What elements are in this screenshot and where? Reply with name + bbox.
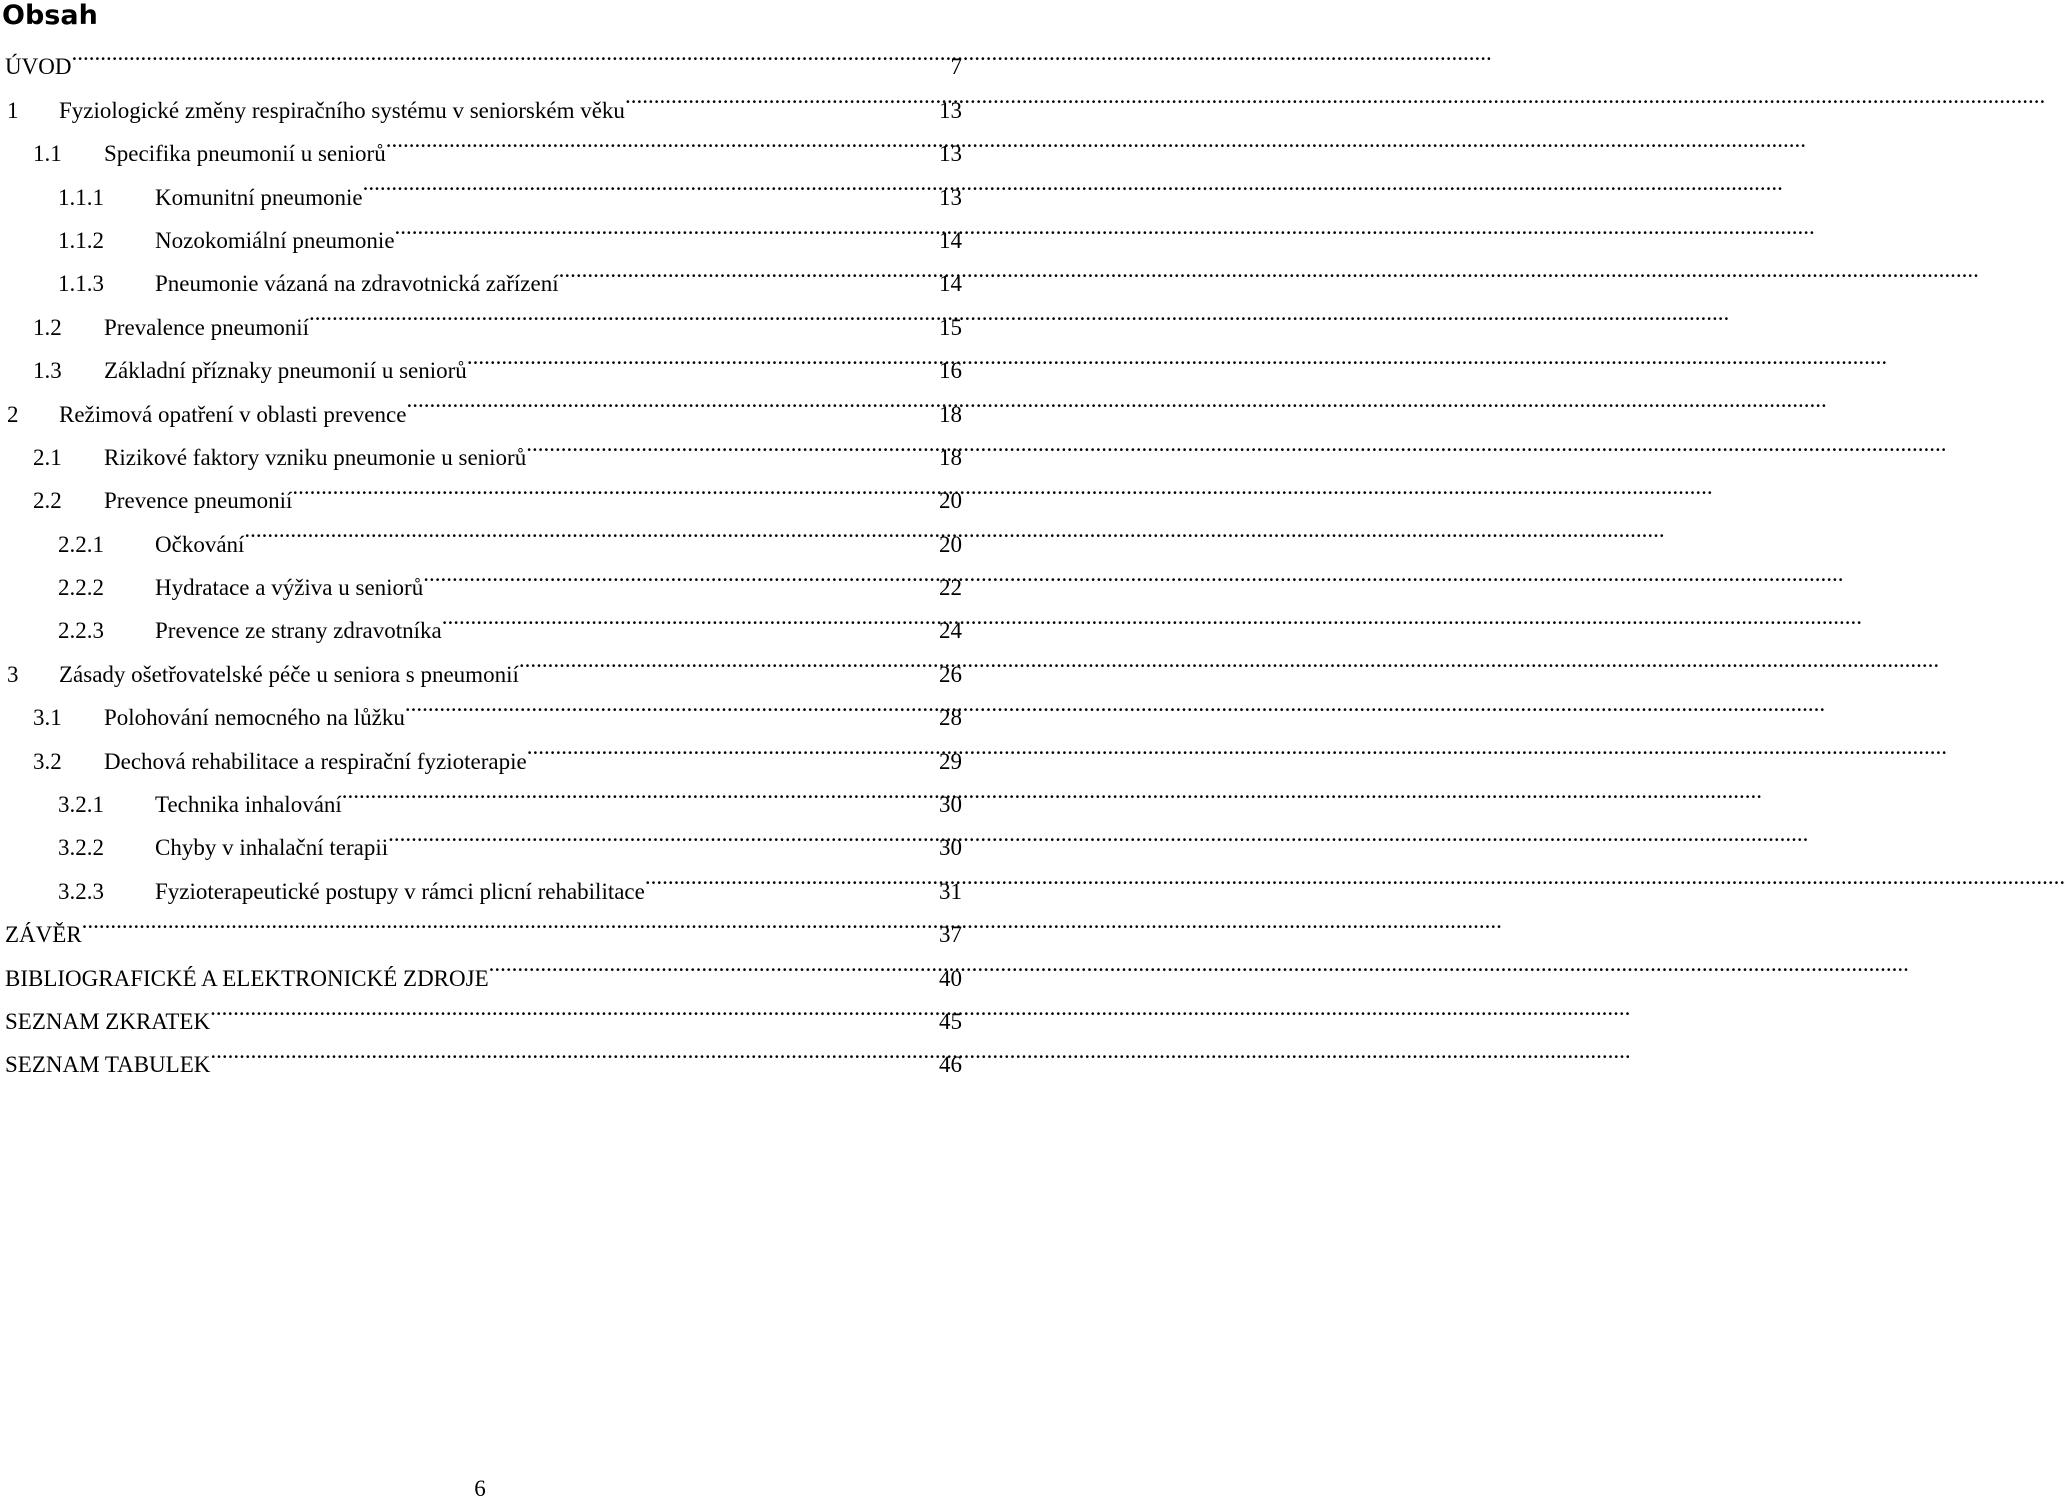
toc-entry-title: Dechová rehabilitace a respirační fyzioterapie (104, 748, 527, 774)
toc-entry-number: 3.1 (33, 705, 62, 731)
dot-leader (519, 638, 938, 681)
toc-entry-page: 20 (939, 488, 962, 514)
toc-entry[interactable] (0, 899, 962, 948)
dot-leader (405, 682, 938, 725)
toc-entry[interactable] (0, 31, 962, 80)
toc-entry-number: 2.2.3 (58, 618, 104, 644)
toc-entry-title: Zásady ošetřovatelské péče u seniora s pneumonií (59, 661, 519, 687)
toc-entry[interactable] (0, 986, 962, 1034)
dot-leader (395, 205, 938, 248)
toc-entry-title: Prevence pneumonií (104, 488, 293, 514)
dot-leader (71, 31, 949, 74)
toc-entry-title: Fyzioterapeutické postupy v rámci plicní rehabilitace (155, 878, 645, 904)
toc-entry-title: Polohování nemocného na lůžku (104, 705, 405, 731)
toc-entry-title: Chyby v inhalační terapii (155, 835, 389, 861)
toc-entry-page: 16 (939, 358, 962, 384)
toc-entry-title: Fyziologické změny respiračního systému v seniorském věku (59, 97, 625, 123)
toc-entry-page: 30 (939, 792, 962, 818)
dot-leader (467, 335, 938, 378)
toc-entry-title: BIBLIOGRAFICKÉ A ELEKTRONICKÉ ZDROJE (5, 965, 489, 991)
toc-entry-page: 7 (950, 54, 962, 80)
toc-entry[interactable] (0, 378, 962, 427)
toc-entry[interactable] (0, 422, 962, 470)
dot-leader (489, 942, 938, 985)
table-of-contents (0, 31, 962, 1078)
toc-entry[interactable] (0, 769, 962, 818)
toc-entry[interactable] (0, 1029, 962, 1078)
toc-entry-page: 14 (939, 271, 962, 297)
toc-entry-title: Hydratace a výživa u seniorů (155, 575, 424, 601)
toc-entry-number: 3 (7, 661, 19, 687)
toc-entry[interactable] (0, 508, 962, 557)
toc-entry-number: 3.2.3 (58, 878, 104, 904)
dot-leader (210, 986, 938, 1029)
dot-leader (363, 161, 938, 204)
page-number: 6 (474, 1476, 486, 1501)
toc-entry-title: Očkování (155, 531, 245, 557)
toc-entry-title: ÚVOD (5, 54, 72, 80)
toc-entry-page: 37 (939, 922, 962, 948)
toc-entry-number: 2 (7, 401, 19, 427)
toc-entry[interactable] (0, 161, 962, 210)
dot-leader (406, 378, 938, 421)
toc-entry-number: 3.2 (33, 748, 62, 774)
toc-entry-title: Nozokomiální pneumonie (155, 227, 395, 253)
toc-entry-page: 13 (939, 184, 962, 210)
toc-entry-page: 13 (939, 141, 962, 167)
toc-entry-number: 2.2.1 (58, 531, 104, 557)
toc-entry-number: 1.1.1 (58, 184, 104, 210)
toc-entry-number: 1.1 (33, 141, 62, 167)
dot-leader (309, 291, 938, 334)
toc-entry-title: ZÁVĚR (5, 922, 82, 948)
toc-entry[interactable] (0, 942, 962, 991)
dot-leader (388, 812, 938, 855)
toc-entry[interactable] (0, 725, 962, 774)
dot-leader (423, 552, 938, 595)
toc-entry-number: 3.2.1 (58, 792, 104, 818)
toc-entry-page: 31 (939, 878, 962, 904)
toc-entry-title: SEZNAM TABULEK (5, 1052, 211, 1078)
dot-leader (342, 769, 938, 812)
toc-entry-number: 2.2 (33, 488, 62, 514)
toc-entry-title: Komunitní pneumonie (155, 184, 363, 210)
toc-entry-page: 40 (939, 965, 962, 991)
toc-entry[interactable] (0, 595, 962, 644)
dot-leader (244, 508, 938, 551)
toc-entry-page: 26 (939, 661, 962, 687)
toc-entry[interactable] (0, 118, 962, 167)
toc-entry-title: Rizikové faktory vzniku pneumonie u seniorů (104, 444, 527, 470)
toc-entry-page: 29 (939, 748, 962, 774)
toc-entry-number: 1.3 (33, 358, 62, 384)
toc-entry-page: 46 (939, 1052, 962, 1078)
toc-entry[interactable] (0, 291, 962, 340)
toc-entry[interactable] (0, 205, 962, 253)
toc-entry-title: SEZNAM ZKRATEK (5, 1008, 211, 1034)
toc-entry-page: 30 (939, 835, 962, 861)
toc-entry[interactable] (0, 638, 962, 687)
toc-entry-title: Pneumonie vázaná na zdravotnická zařízení (155, 271, 559, 297)
toc-entry-page: 15 (939, 314, 962, 340)
dot-leader (625, 74, 938, 117)
dot-leader (527, 725, 938, 768)
toc-entry-number: 1.1.2 (58, 227, 104, 253)
toc-entry[interactable] (0, 682, 962, 731)
toc-entry-page: 18 (939, 444, 962, 470)
toc-entry[interactable] (0, 74, 962, 123)
page-title: Obsah (2, 0, 98, 31)
toc-entry-title: Technika inhalování (155, 792, 342, 818)
toc-entry-number: 3.2.2 (58, 835, 104, 861)
dot-leader (292, 465, 938, 508)
toc-entry-title: Režimová opatření v oblasti prevence (59, 401, 407, 427)
toc-entry-page: 45 (939, 1008, 962, 1034)
dot-leader (526, 422, 938, 465)
toc-entry-page: 22 (939, 575, 962, 601)
toc-entry-title: Specifika pneumonií u seniorů (104, 141, 386, 167)
toc-entry[interactable] (0, 812, 962, 861)
toc-entry-page: 20 (939, 531, 962, 557)
toc-entry-number: 1.2 (33, 314, 62, 340)
toc-entry-title: Prevence ze strany zdravotníka (155, 618, 442, 644)
toc-entry-title: Základní příznaky pneumonií u seniorů (104, 358, 467, 384)
toc-entry[interactable] (0, 465, 962, 514)
toc-entry-title: Prevalence pneumonií (104, 314, 310, 340)
dot-leader (559, 248, 938, 291)
toc-entry[interactable] (0, 552, 962, 601)
toc-entry[interactable] (0, 248, 962, 297)
toc-entry[interactable] (0, 855, 962, 904)
toc-entry-page: 28 (939, 705, 962, 731)
toc-entry-number: 2.2.2 (58, 575, 104, 601)
dot-leader (442, 595, 938, 638)
toc-entry-number: 1.1.3 (58, 271, 104, 297)
toc-entry-number: 2.1 (33, 444, 62, 470)
toc-entry-page: 13 (939, 97, 962, 123)
dot-leader (645, 855, 938, 898)
toc-entry-page: 24 (939, 618, 962, 644)
toc-entry-number: 1 (7, 97, 19, 123)
dot-leader (210, 1029, 938, 1072)
toc-entry-page: 14 (939, 227, 962, 253)
dot-leader (82, 899, 938, 942)
toc-entry[interactable] (0, 335, 962, 384)
dot-leader (386, 118, 938, 161)
toc-entry-page: 18 (939, 401, 962, 427)
